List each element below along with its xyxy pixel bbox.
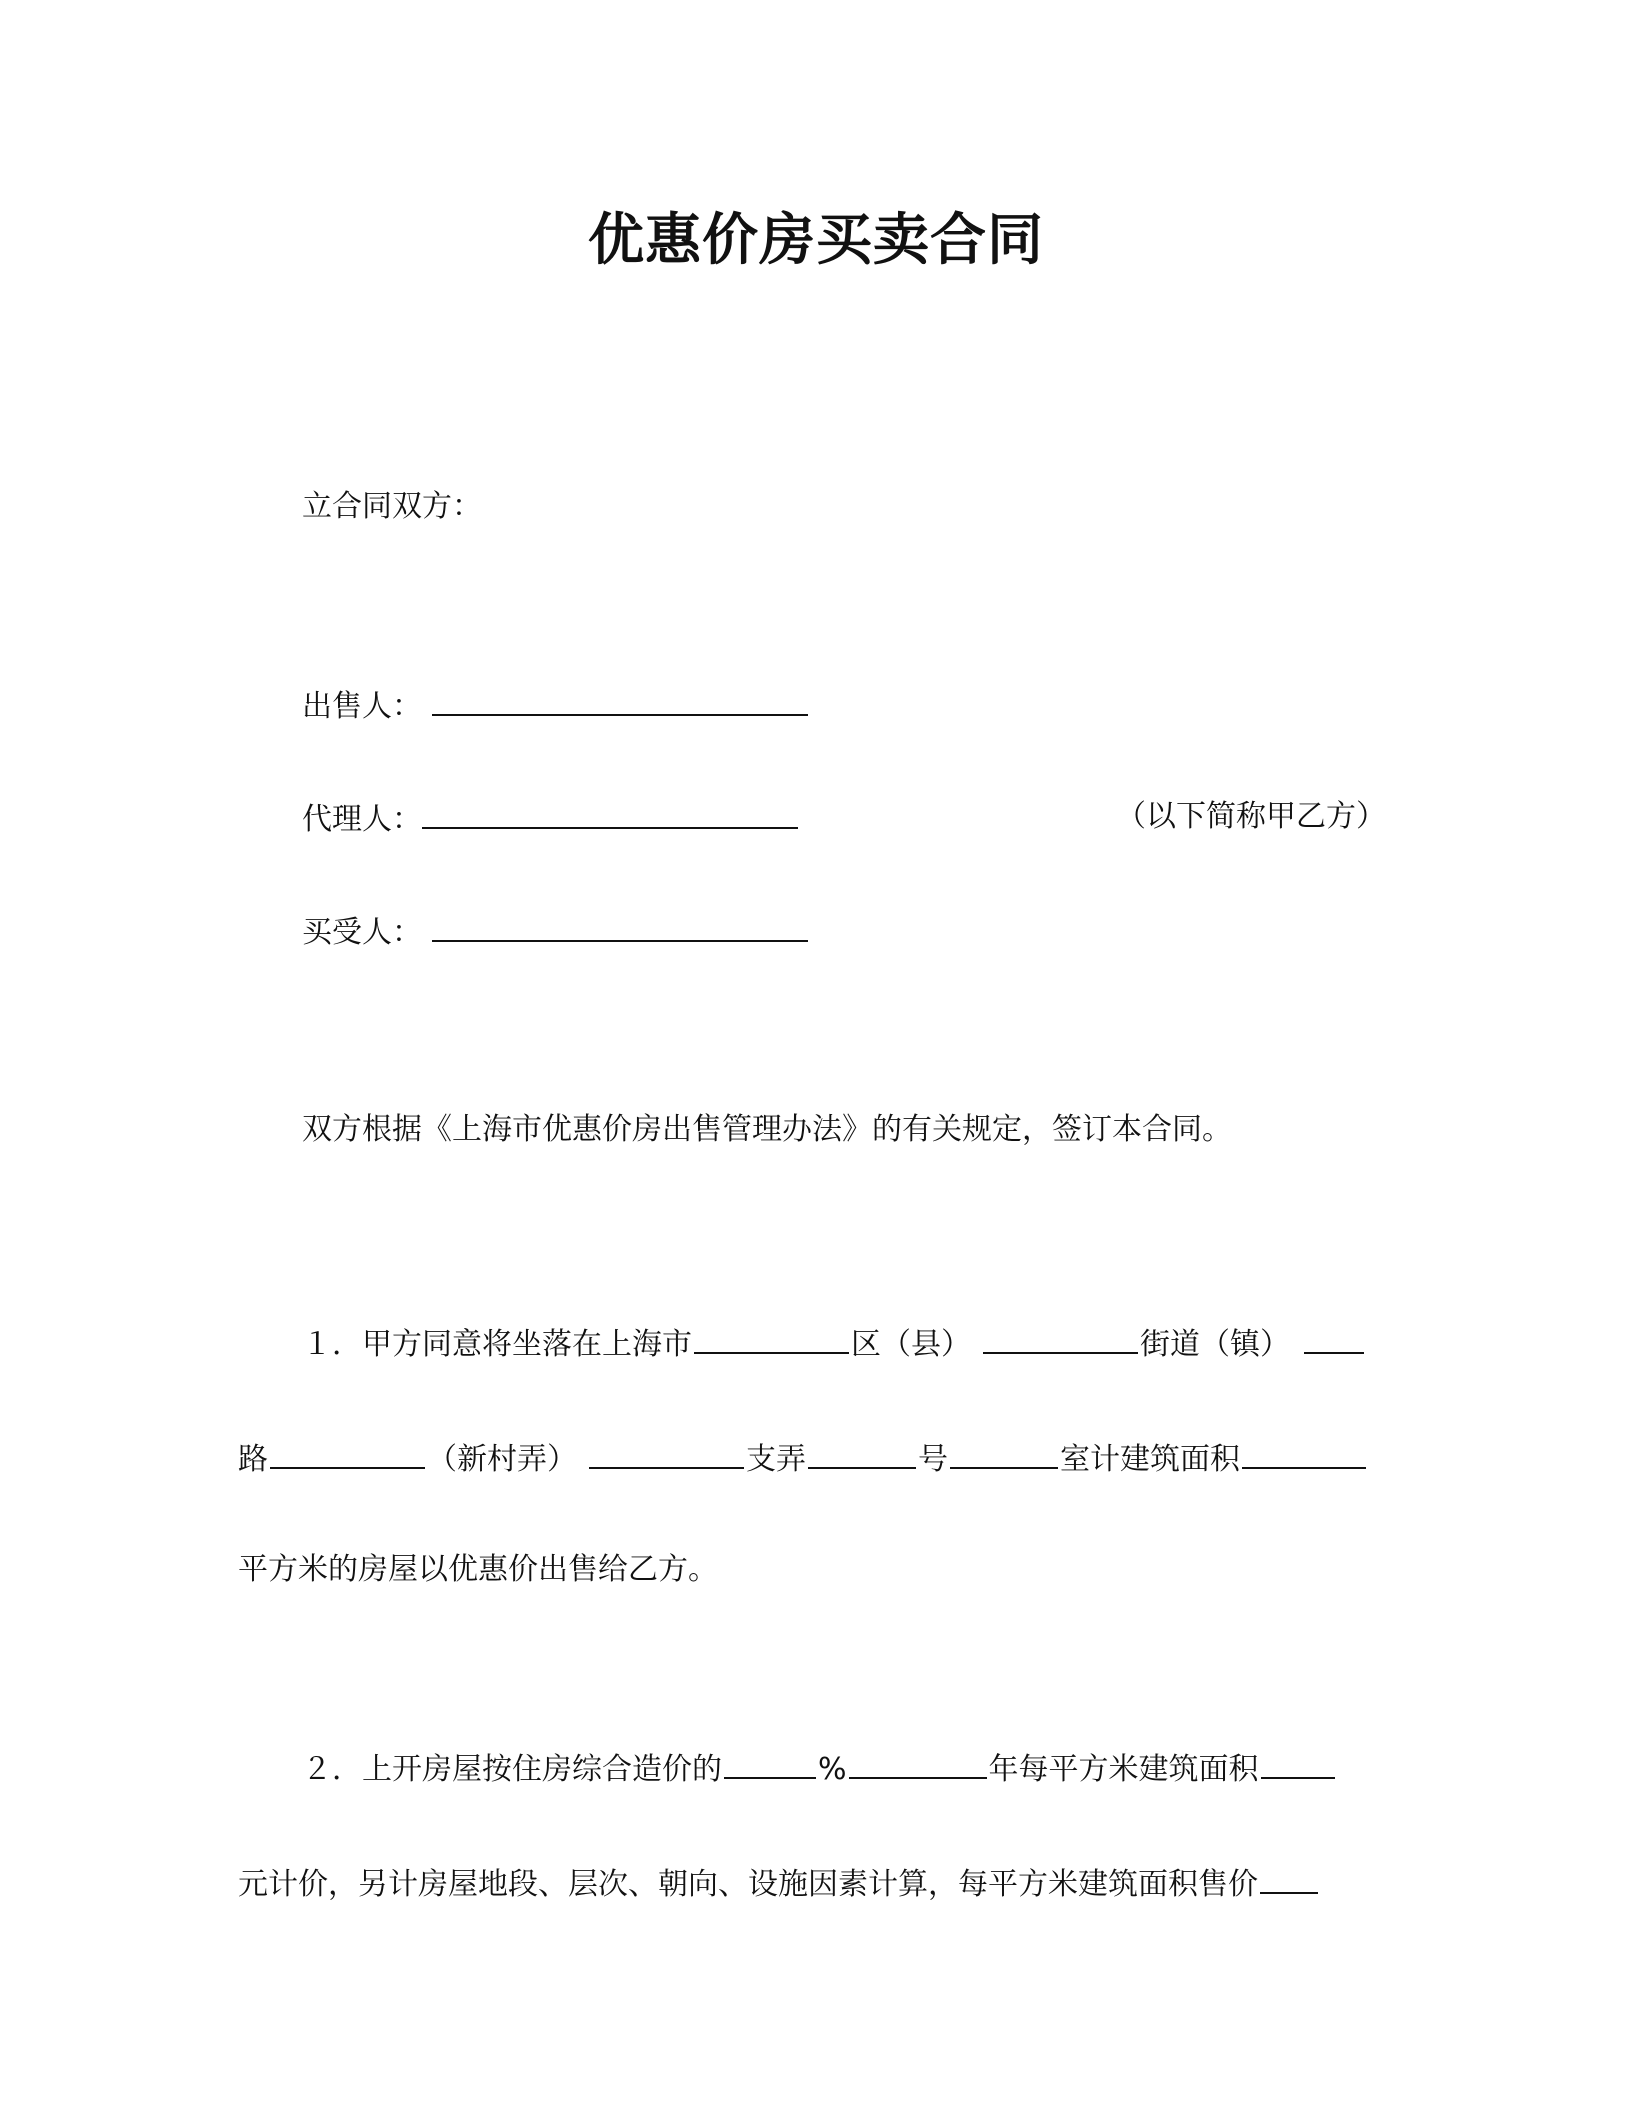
road-blank xyxy=(1304,1322,1364,1354)
abbrev-note: （以下简称甲乙方） xyxy=(1116,799,1386,834)
basis-sentence xyxy=(302,1110,1232,1150)
clause1-line2-b: （新村弄） xyxy=(427,1442,577,1477)
buyer-blank xyxy=(432,910,808,942)
clause1-line2 xyxy=(238,1437,1368,1480)
parties-heading-text: 立合同双方： xyxy=(302,489,482,524)
agent-blank xyxy=(422,797,798,829)
area-blank xyxy=(1242,1437,1366,1469)
parties-heading xyxy=(302,487,482,527)
clause2-line1 xyxy=(302,1747,1337,1790)
buyer-label: 买受人： xyxy=(302,915,422,950)
district-blank xyxy=(694,1322,849,1354)
percent-blank xyxy=(724,1747,816,1779)
clause2-line1-c: 年每平方米建筑面积 xyxy=(988,1752,1259,1787)
street-blank xyxy=(983,1322,1138,1354)
clause1-line1 xyxy=(302,1322,1366,1365)
road-name-blank xyxy=(270,1437,425,1469)
agent-label: 代理人： xyxy=(302,802,422,837)
year-blank xyxy=(849,1747,987,1779)
clause2-line1-a: ２．上开房屋按住房综合造价的 xyxy=(302,1752,722,1787)
agent-line xyxy=(302,797,800,840)
clause1-line1-c: 街道（镇） xyxy=(1140,1327,1290,1362)
clause2-line1-b: % xyxy=(818,1752,847,1787)
clause2-line2-text: 元计价，另计房屋地段、层次、朝向、设施因素计算，每平方米建筑面积售价 xyxy=(238,1867,1258,1902)
buyer-line xyxy=(302,910,810,953)
clause1-line2-c: 支弄 xyxy=(746,1442,806,1477)
clause2-line2 xyxy=(238,1862,1320,1905)
clause1-line2-e: 室计建筑面积 xyxy=(1060,1442,1240,1477)
clause1-line2-a: 路 xyxy=(238,1442,268,1477)
basis-sentence-text: 双方根据《上海市优惠价房出售管理办法》的有关规定，签订本合同。 xyxy=(302,1112,1232,1147)
document-title: 优惠价房买卖合同 xyxy=(588,208,1044,273)
clause1-line2-d: 号 xyxy=(918,1442,948,1477)
clause1-line1-a: １．甲方同意将坐落在上海市 xyxy=(302,1327,692,1362)
clause1-line3-text: 平方米的房屋以优惠价出售给乙方。 xyxy=(238,1552,718,1587)
price-basis-blank xyxy=(1261,1747,1335,1779)
seller-label: 出售人： xyxy=(302,689,422,724)
sub-lane-blank xyxy=(808,1437,916,1469)
unit-price-blank xyxy=(1260,1862,1318,1894)
clause1-line1-b: 区（县） xyxy=(851,1327,971,1362)
number-blank xyxy=(950,1437,1058,1469)
seller-line xyxy=(302,684,810,727)
seller-blank xyxy=(432,684,808,716)
lane-blank xyxy=(589,1437,744,1469)
clause1-line3 xyxy=(238,1550,718,1590)
